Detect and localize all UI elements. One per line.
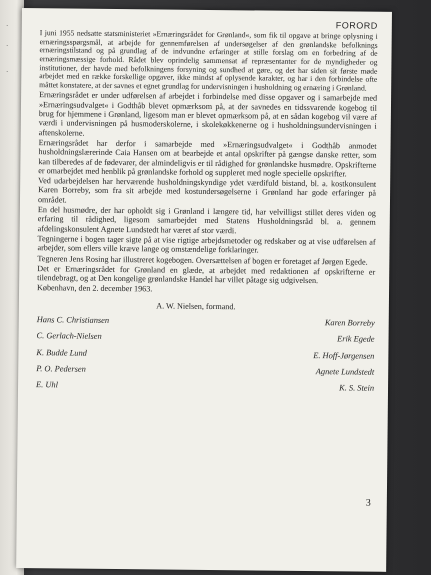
place-date: København, den 2. december 1963. [37,283,153,294]
paragraph: Ernæringsrådet har derfor i samarbejde med »Ernæringsudvalget« i Godthåb anmodet husholdningslærerinde Caia Hansen om at bearbejde et antal opskrifter på gængse danske retter, som kan tilberedes af de fødevarer, der almindeligvis er til rådighed for grønlandske husmødre. Opskrifterne er omarbejdet med henblik på grønlandske forhold og suppleret med nogle specielle opskrifter. [38,138,377,179]
paragraph: Tegningerne i bogen tager sigte på at vise rigtige arbejdsmetoder og redskaber og at vise udførelsen af arbejder, som ellers ville kræve lange og omstændelige forklaringer. [37,234,376,255]
paragraph: En del husmødre, der har opholdt sig i Grønland i længere tid, har velvilligst stillet deres viden og erfaring til rådighed, ligesom samarbejdet med Statens Husholdningsråd bl. a. gennem afdelingskonsulent Agnete Lundstedt har været af stor værdi. [37,205,376,235]
paragraph: Ernæringsrådet er under udførelsen af arbejdet i forbindelse med disse opgaver og i samarbejde med »Ernæringsudvalget« i Godthåb blevet opmærksom på, at der savnedes en tidssvarende kogebog til brug for hjemmene i Grønland, ligesom man er blevet opmærksom på, at en sådan kogebog vil være af værdi i undervisningen på husmoderskolerne, i skolekøkkenerne og i husholdningsundervisningen i aftenskolerne. [38,90,378,138]
book-page [16,8,392,572]
facing-page-mark: · [6,42,9,50]
signatory-name: Hans C. Christiansen [36,315,110,325]
paragraph: Ved udarbejdelsen har herværende husholdningskyndige ydet værdifuld bistand, bl. a. kostkonsulent Karen Borreby, som fra sit arbejde med kostundersøgelserne i Grønland har gode erfaringer på området. [37,176,377,205]
signatory-name: Agnete Lundstedt [315,366,375,377]
signatory-name: K. S. Stein [339,383,375,393]
signatory-name: E. Uhl [36,380,58,390]
facing-page-mark: · [6,68,9,76]
page-number: 3 [365,497,371,509]
page-heading: FORORD [335,20,378,31]
signatory-name: Erik Egede [337,334,375,344]
paragraph: I juni 1955 nedsatte statsministeriet »Ernæringsrådet for Grønland«, som fik til opgave at bringe oplysning i ernæringsspørgsmål, at arbejde for gennemførelsen af undersøgelser af den grønlandske befolknings ernæringstilstand og på grundlag af de indvundne erfaringer at stille forslag om en forbedring af de ernæringsmæssige forhold. Rådet blev oprindelig sammensat af repræsentanter for de myndigheder og institutioner, der havde med befolkningens forsyning og sundhed at gøre, og det har siden sit første møde arbejdet med en række forskellige opgaver, ikke mindst af oplysende karakter, og har i den forbindelse ofte måttet konstatere, at der savnes et egnet grundlag for undervisningen i husholdning og ernæring i Grønland. [39,28,378,93]
signatory-name: Karen Borreby [324,318,375,328]
paragraph: Tegneren Jens Rosing har illustreret kogebogen. Oversættelsen af bogen er foretaget af Jørgen Egede. [37,253,368,267]
paragraph: Det er Ernæringsrådet for Grønland en glæde, at arbejdet med redaktionen af opskrifterne er tilendebragt, og at Den kongelige grønlandske Handel har villet påtage sig udgivelsen. [37,263,376,286]
signatory-name: C. Gerlach-Nielsen [36,331,102,342]
signatory-name: P. O. Pedersen [36,364,86,374]
page-content [36,18,378,393]
chairman-signature: A. W. Nielsen, formand. [156,301,236,311]
signatory-name: K. Budde Lund [36,347,87,358]
signatory-list [36,315,375,393]
signatory-name: E. Hoff-Jørgensen [313,350,375,361]
facing-page-mark: · [6,22,9,30]
